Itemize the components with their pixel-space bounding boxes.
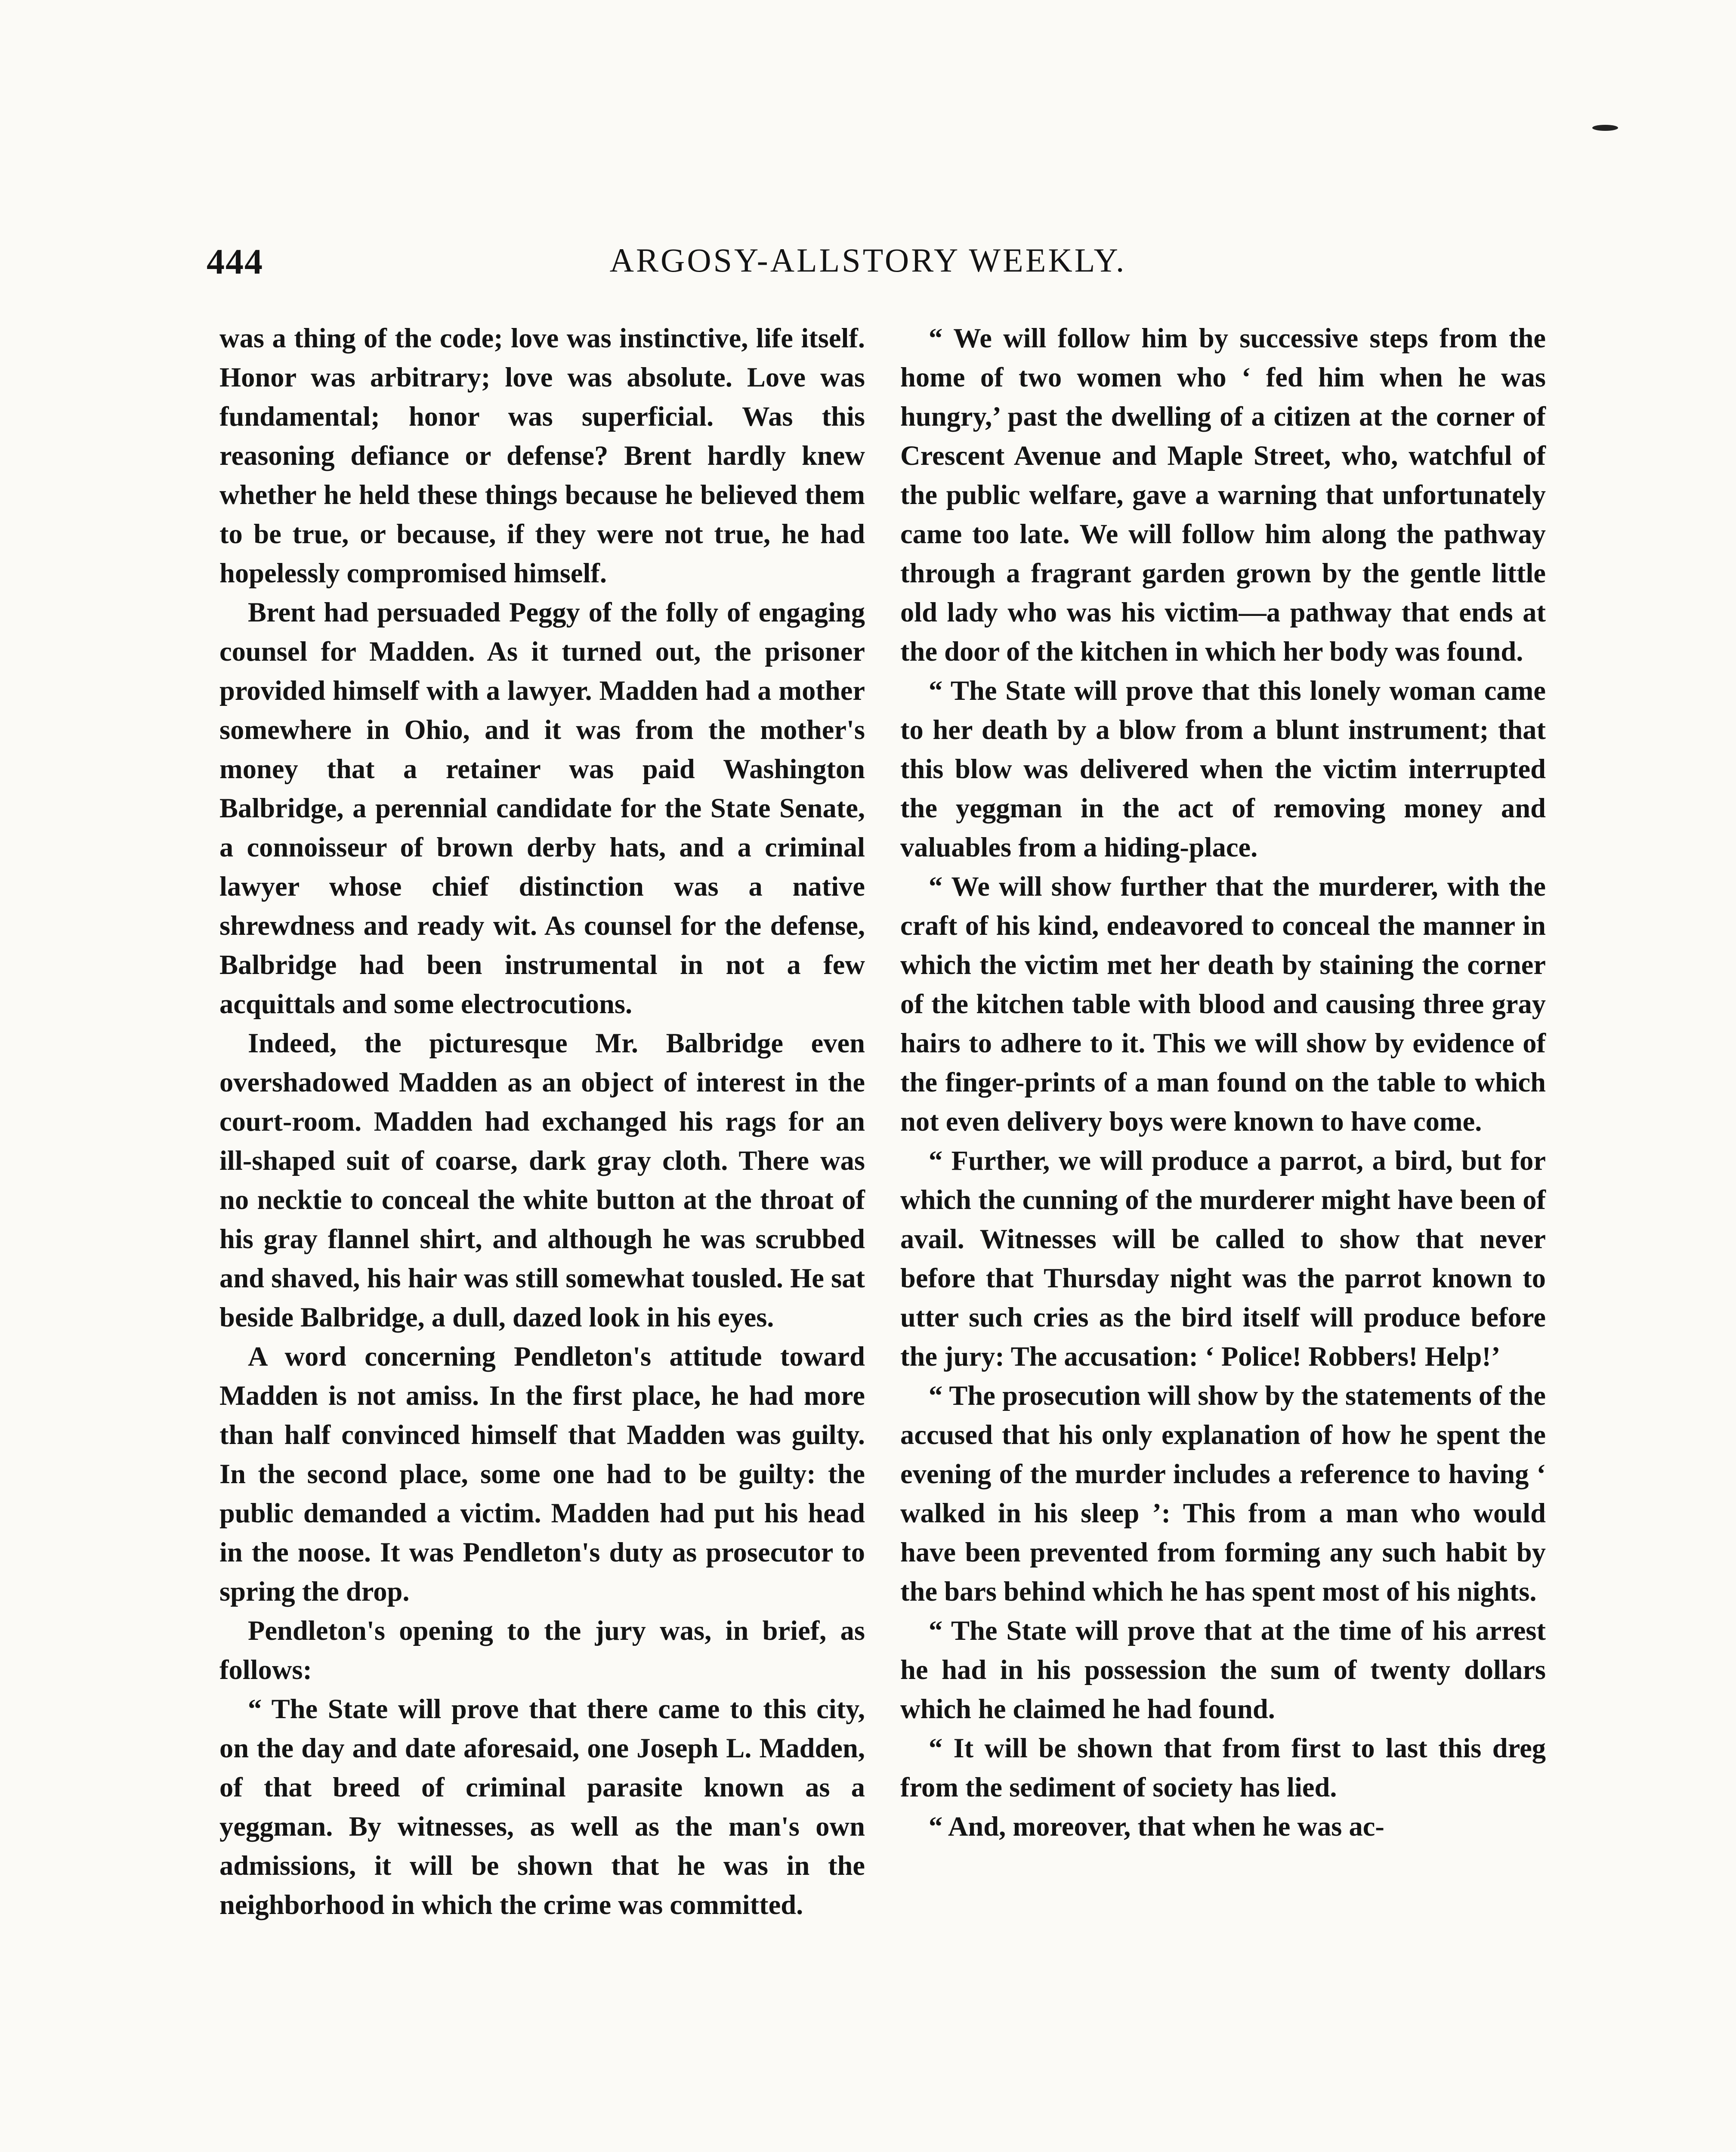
- paragraph: Brent had persuaded Peggy of the folly of engaging counsel for Madden. As it turned out, the prisoner provided himself with a lawyer. Madden had a mother somewhere in Ohio, and it was from the mother's money that a retainer was paid Washington Balbridge, a perennial candidate for the State Senate, a connoisseur of brown derby hats, and a criminal lawyer whose chief distinction was a native shrewdness and ready wit. As counsel for the defense, Balbridge had been instrumental in not a few acquittals and some electrocutions.: [219, 597, 865, 1019]
- paragraph: Indeed, the picturesque Mr. Balbridge even overshadowed Madden as an object of interest in the court-room. Madden had exchanged his rags for an ill-shaped suit of coarse, dark gray cloth. There was no necktie to conceal the white button at the throat of his gray flannel shirt, and although he was scrubbed and shaved, his hair was still somewhat tousled. He sat beside Balbridge, a dull, dazed look in his eyes.: [219, 1028, 865, 1333]
- paragraph: “ And, moreover, that when he was ac-: [929, 1811, 1384, 1842]
- right-column: [900, 318, 1546, 1846]
- scan-speck: [1592, 125, 1618, 131]
- paragraph: “ We will follow him by successive steps from the home of two women who ‘ fed him when he was hungry,’ past the dwelling of a citizen at the corner of Crescent Avenue and Maple Street, who, watchful of the public welfare, gave a warning that unfortunately came too late. We will follow him along the pathway through a fragrant garden grown by the gentle little old lady who was his victim—a pathway that ends at the door of the kitchen in which her body was found.: [900, 323, 1546, 667]
- paragraph: “ The State will prove that at the time of his arrest he had in his possession the sum of twenty dollars which he claimed he had found.: [900, 1615, 1546, 1724]
- paragraph: “ Further, we will produce a parrot, a bird, but for which the cunning of the murderer might have been of avail. Witnesses will be called to show that never before that Thursday night was the parrot known to utter such cries as the bird itself will produce before the jury: The accusation: ‘ Police! Robbers! Help!’: [900, 1145, 1546, 1372]
- paragraph: “ The State will prove that this lonely woman came to her death by a blow from a blunt instrument; that this blow was delivered when the victim interrupted the yeggman in the act of removing money and valuables from a hiding-place.: [900, 675, 1546, 863]
- paragraph: “ The prosecution will show by the statements of the accused that his only explanation of how he spent the evening of the murder includes a reference to having ‘ walked in his sleep ’: This from a man who would have been prevented from forming any such habit by the bars behind which he has spent most of his nights.: [900, 1380, 1546, 1607]
- paragraph: “ We will show further that the murderer, with the craft of his kind, endeavored to conceal the manner in which the victim met her death by staining the corner of the kitchen table with blood and causing three gray hairs to adhere to it. This we will show by evidence of the finger-prints of a man found on the table to which not even delivery boys were known to have come.: [900, 871, 1546, 1137]
- left-column: [219, 318, 865, 1924]
- paragraph: Pendleton's opening to the jury was, in brief, as follows:: [219, 1615, 865, 1685]
- paragraph: “ It will be shown that from first to last this dreg from the sediment of society has lied.: [900, 1733, 1546, 1803]
- paragraph: A word concerning Pendleton's attitude toward Madden is not amiss. In the first place, he had more than half convinced himself that Madden was guilty. In the second place, some one had to be guilty: the public demanded a victim. Madden had put his head in the noose. It was Pendleton's duty as prosecutor to spring the drop.: [219, 1341, 865, 1607]
- paragraph: was a thing of the code; love was instinctive, life itself. Honor was arbitrary; love was absolute. Love was fundamental; honor was superficial. Was this reasoning defiance or defense? Brent hardly knew whether he held these things because he believed them to be true, or because, if they were not true, he had hopelessly compromised himself.: [219, 323, 865, 588]
- paragraph: “ The State will prove that there came to this city, on the day and date aforesaid, one Joseph L. Madden, of that breed of criminal parasite known as a yeggman. By witnesses, as well as the man's own admissions, it will be shown that he was in the neighborhood in which the crime was committed.: [219, 1694, 865, 1920]
- page-number: 444: [207, 242, 263, 282]
- running-head: ARGOSY-ALLSTORY WEEKLY.: [609, 241, 1127, 279]
